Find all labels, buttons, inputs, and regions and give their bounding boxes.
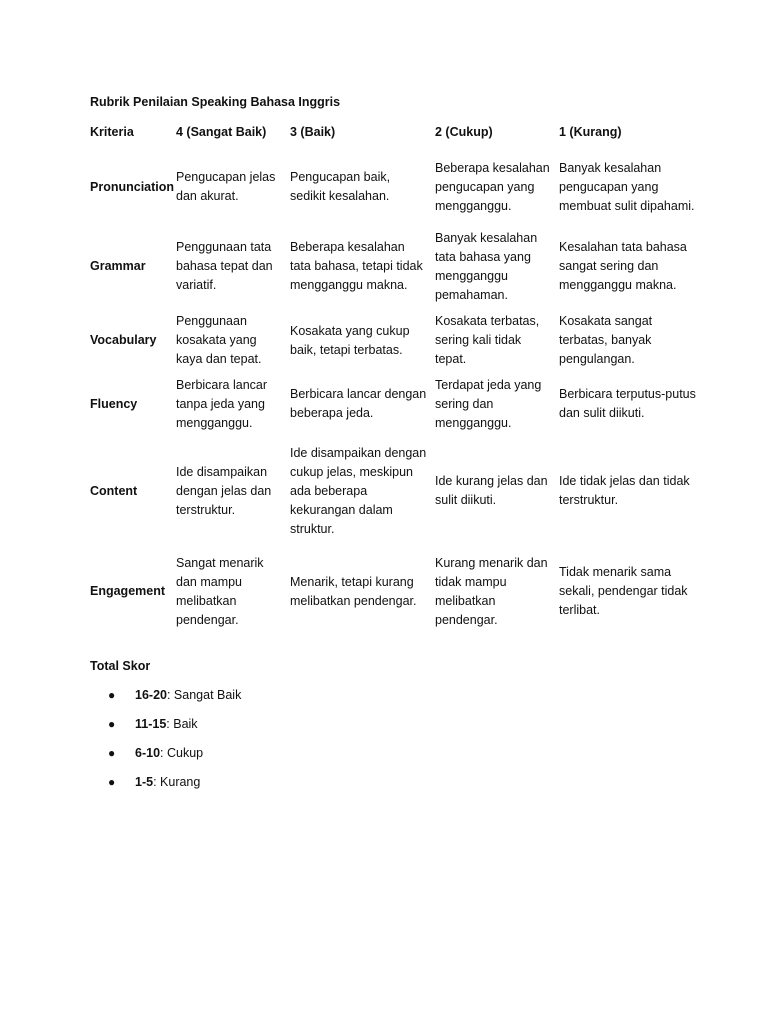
level-2-cell: Terdapat jeda yang sering dan mengganggu. <box>435 377 542 430</box>
bullet-icon: ● <box>108 717 116 731</box>
level-4-cell: Ide disampaikan dengan jelas dan terstruktur. <box>176 464 272 517</box>
level-1-cell: Tidak menarik sama sekali, pendengar tidak terlibat. <box>559 565 688 617</box>
header-level-1: 1 (Kurang) <box>559 124 622 139</box>
level-3-cell: Ide disampaikan dengan cukup jelas, meskipun ada beberapa kekurangan dalam struktur. <box>290 445 427 536</box>
level-4-cell: Penggunaan tata bahasa tepat dan variatif. <box>176 240 273 292</box>
level-3-cell: Berbicara lancar dengan beberapa jeda. <box>290 387 427 420</box>
level-4-cell: Berbicara lancar tanpa jeda yang mengganggu. <box>176 377 268 430</box>
bullet-icon: ● <box>108 775 116 789</box>
criterion-cell: Grammar <box>90 259 146 273</box>
total-score-heading: Total Skor <box>90 659 151 673</box>
level-2-cell: Kosakata terbatas, sering kali tidak tepat. <box>435 314 540 366</box>
score-label: : Sangat Baik <box>166 688 242 702</box>
criterion-cell: Fluency <box>90 396 138 411</box>
rubric-table <box>86 119 706 636</box>
score-range: 6-10 <box>135 746 161 760</box>
score-label: : Kurang <box>153 775 201 789</box>
table-header-row <box>86 119 706 149</box>
criterion-cell: Pronunciation <box>90 179 175 194</box>
table-row <box>86 547 706 636</box>
level-4-cell: Penggunaan kosakata yang kaya dan tepat. <box>176 314 262 366</box>
score-label: : Baik <box>166 717 198 731</box>
list-item <box>108 773 241 802</box>
level-2-cell: Kurang menarik dan tidak mampu melibatkan pendengar. <box>435 555 548 627</box>
list-item <box>108 715 241 744</box>
list-item <box>108 744 241 773</box>
level-4-cell: Pengucapan jelas dan akurat. <box>176 170 276 203</box>
table-row <box>86 225 706 308</box>
table-row <box>86 149 706 225</box>
level-4-cell: Sangat menarik dan mampu melibatkan pendengar. <box>176 555 264 627</box>
level-3-cell: Pengucapan baik, sedikit kesalahan. <box>290 170 391 203</box>
score-label: : Cukup <box>160 746 204 760</box>
level-3-cell: Menarik, tetapi kurang melibatkan pendengar. <box>290 574 417 608</box>
header-level-3: 3 (Baik) <box>290 124 336 139</box>
table-row <box>86 308 706 373</box>
level-1-cell: Banyak kesalahan pengucapan yang membuat sulit dipahami. <box>559 160 695 213</box>
table-row <box>86 373 706 435</box>
level-2-cell: Ide kurang jelas dan sulit diikuti. <box>435 474 548 507</box>
score-range: 1-5 <box>135 775 154 789</box>
level-3-cell: Beberapa kesalahan tata bahasa, tetapi tidak mengganggu makna. <box>290 240 423 292</box>
document-title: Rubrik Penilaian Speaking Bahasa Inggris <box>90 95 341 109</box>
score-range: 16-20 <box>135 688 167 702</box>
score-range: 11-15 <box>135 717 167 731</box>
bullet-icon: ● <box>108 746 116 760</box>
bullet-icon: ● <box>108 688 116 702</box>
level-1-cell: Berbicara terputus-putus dan sulit diikuti. <box>559 387 696 420</box>
list-item <box>108 686 241 715</box>
level-1-cell: Kosakata sangat terbatas, banyak pengulangan. <box>559 314 653 366</box>
level-1-cell: Kesalahan tata bahasa sangat sering dan mengganggu makna. <box>559 240 687 292</box>
level-1-cell: Ide tidak jelas dan tidak terstruktur. <box>559 474 690 507</box>
criterion-cell: Vocabulary <box>90 333 157 347</box>
level-2-cell: Banyak kesalahan tata bahasa yang mengganggu pemahaman. <box>435 230 538 302</box>
criterion-cell: Engagement <box>90 584 166 598</box>
header-criteria: Kriteria <box>90 124 134 139</box>
score-list <box>108 686 241 802</box>
level-3-cell: Kosakata yang cukup baik, tetapi terbatas. <box>290 323 410 357</box>
criterion-cell: Content <box>90 483 138 498</box>
level-2-cell: Beberapa kesalahan pengucapan yang mengganggu. <box>435 160 550 213</box>
header-level-4: 4 (Sangat Baik) <box>176 124 267 139</box>
header-level-2: 2 (Cukup) <box>435 124 493 139</box>
table-row <box>86 435 706 547</box>
